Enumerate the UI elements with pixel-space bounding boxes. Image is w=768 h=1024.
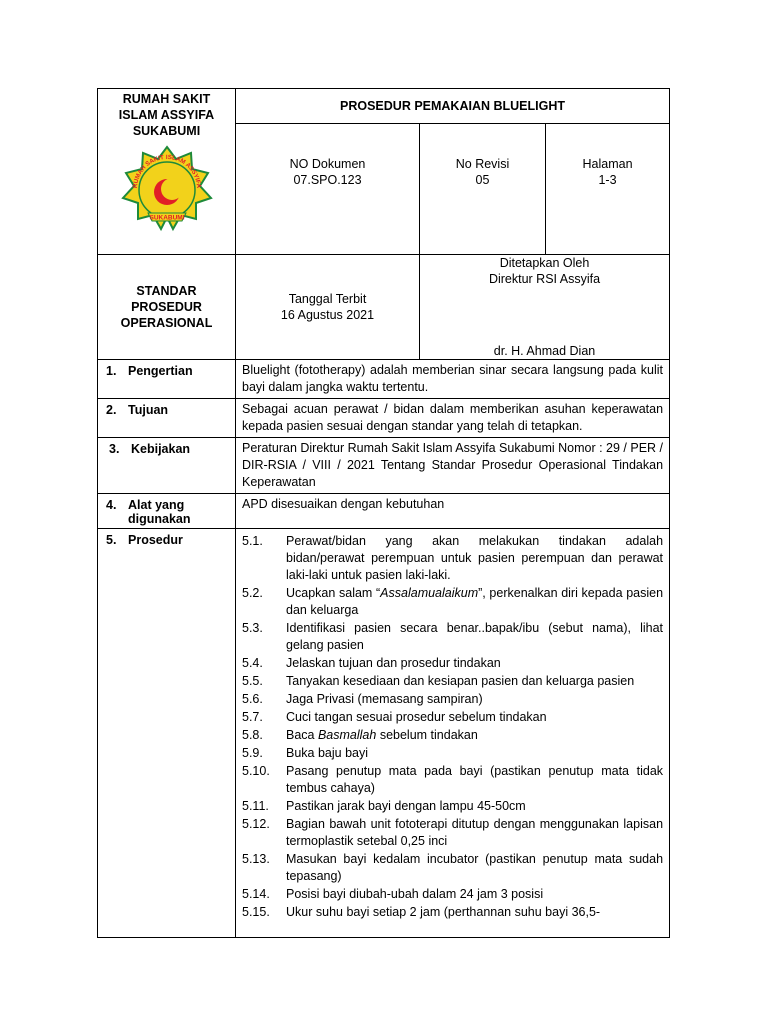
procedure-step <box>242 533 663 584</box>
step-number: 5.11. <box>242 799 269 813</box>
section-label-prosedur: 5. Prosedur <box>98 529 236 938</box>
tanggal-terbit-cell <box>236 255 420 360</box>
step-text: Jaga Privasi (memasang sampiran) <box>286 692 483 706</box>
spo-label-line: OPERASIONAL <box>120 316 213 330</box>
step-number: 5.6. <box>242 692 263 706</box>
halaman-label: Halaman <box>582 157 633 171</box>
no-revisi-cell <box>420 124 546 255</box>
section-label-kebijakan: 3. Kebijakan <box>98 438 236 494</box>
section-text-kebijakan: Peraturan Direktur Rumah Sakit Islam Assyifa Sukabumi Nomor : 29 / PER / DIR-RSIA / VIII / 2021 Tentang Standar Prosedur Operasional Tindakan Keperawatan <box>236 438 670 494</box>
hospital-name-line: RUMAH SAKIT <box>122 92 211 106</box>
ditetapkan-role: Direktur RSI Assyifa <box>488 272 601 286</box>
steps-list <box>242 533 663 921</box>
prosedur-steps <box>236 529 670 938</box>
procedure-step <box>242 816 663 850</box>
procedure-step <box>242 691 663 708</box>
step-text: Perawat/bidan yang akan melakukan tindakan adalah bidan/perawat perempuan untuk pasien perempuan dan perawat laki-laki untuk pasien laki-laki. <box>286 534 664 582</box>
step-text: Ukur suhu bayi setiap 2 jam (perthannan suhu bayi 36,5- <box>286 905 601 919</box>
section-text-tujuan: Sebagai acuan perawat / bidan dalam memberikan asuhan keperawatan kepada pasien sesuai dengan standar yang telah di tetapkan. <box>236 399 670 438</box>
section-text-alat: APD disesuaikan dengan kebutuhan <box>236 494 670 529</box>
procedure-step <box>242 620 663 654</box>
no-revisi-value: 05 <box>475 173 490 187</box>
sop-document <box>97 88 669 938</box>
procedure-step <box>242 585 663 619</box>
hospital-logo <box>120 145 214 235</box>
document-title: PROSEDUR PEMAKAIAN BLUELIGHT <box>236 89 670 124</box>
step-text: Cuci tangan sesuai prosedur sebelum tindakan <box>286 710 547 724</box>
step-number: 5.9. <box>242 746 263 760</box>
ditetapkan-cell <box>420 255 670 360</box>
spo-label-cell <box>98 255 236 360</box>
no-dokumen-cell <box>236 124 420 255</box>
step-text: Tanyakan kesediaan dan kesiapan pasien dan keluarga pasien <box>286 674 635 688</box>
step-number: 5.7. <box>242 710 263 724</box>
halaman-cell <box>546 124 670 255</box>
step-text: Ucapkan salam “Assalamualaikum”, perkenalkan diri kepada pasien dan keluarga <box>286 586 664 617</box>
step-text: Pastikan jarak bayi dengan lampu 45-50cm <box>286 799 526 813</box>
step-text: Posisi bayi diubah-ubah dalam 24 jam 3 posisi <box>286 887 544 901</box>
step-number: 5.10. <box>242 764 270 778</box>
procedure-step <box>242 655 663 672</box>
signatory-name: dr. H. Ahmad Dian <box>493 344 596 358</box>
procedure-step <box>242 763 663 797</box>
step-text: Baca Basmallah sebelum tindakan <box>286 728 478 742</box>
procedure-step <box>242 904 663 921</box>
step-number: 5.1. <box>242 534 263 548</box>
logo-arc-text: RUMAH SAKIT ISLAM ASSYIFA <box>131 153 202 189</box>
logo-banner-text: SUKABUMI <box>148 214 185 222</box>
tanggal-terbit-label: Tanggal Terbit <box>288 292 367 306</box>
ditetapkan-label: Ditetapkan Oleh <box>499 256 590 270</box>
spo-label-line: STANDAR <box>136 284 197 298</box>
no-dokumen-value: 07.SPO.123 <box>293 173 362 187</box>
spo-label-line: PROSEDUR <box>131 300 202 314</box>
section-label-tujuan: 2. Tujuan <box>98 399 236 438</box>
step-number: 5.3. <box>242 621 263 635</box>
step-text: Masukan bayi kedalam incubator (pastikan penutup mata sudah tepasang) <box>286 852 664 883</box>
step-number: 5.2. <box>242 586 263 600</box>
hospital-name-line: SUKABUMI <box>132 124 201 138</box>
tanggal-terbit-value: 16 Agustus 2021 <box>280 308 375 322</box>
hospital-cell <box>98 89 236 255</box>
step-number: 5.13. <box>242 852 270 866</box>
no-dokumen-label: NO Dokumen <box>289 157 366 171</box>
step-number: 5.8. <box>242 728 263 742</box>
procedure-step <box>242 709 663 726</box>
step-text: Jelaskan tujuan dan prosedur tindakan <box>286 656 501 670</box>
procedure-step <box>242 673 663 690</box>
step-emphasis: Assalamualaikum <box>380 586 479 600</box>
step-emphasis: Basmallah <box>317 728 377 742</box>
step-number: 5.12. <box>242 817 270 831</box>
procedure-step <box>242 798 663 815</box>
procedure-step <box>242 851 663 885</box>
step-number: 5.4. <box>242 656 263 670</box>
halaman-value: 1-3 <box>598 173 617 187</box>
sop-table <box>97 88 670 938</box>
section-label-pengertian: 1. Pengertian <box>98 360 236 399</box>
procedure-step <box>242 886 663 903</box>
step-number: 5.15. <box>242 905 270 919</box>
step-text: Pasang penutup mata pada bayi (pastikan penutup mata tidak tembus cahaya) <box>286 764 664 795</box>
step-text: Identifikasi pasien secara benar..bapak/ibu (sebut nama), lihat gelang pasien <box>286 621 664 652</box>
section-text-pengertian: Bluelight (fototherapy) adalah memberian sinar secara langsung pada kulit bayi dalam jangka waktu tertentu. <box>236 360 670 399</box>
step-number: 5.5. <box>242 674 263 688</box>
hospital-name-line: ISLAM ASSYIFA <box>118 108 215 122</box>
procedure-step <box>242 745 663 762</box>
step-number: 5.14. <box>242 887 270 901</box>
section-label-alat: 4. Alat yang digunakan <box>98 494 236 529</box>
no-revisi-label: No Revisi <box>455 157 510 171</box>
step-text: Bagian bawah unit fototerapi ditutup dengan menggunakan lapisan termoplastik setebal 0,25 inci <box>286 817 664 848</box>
procedure-step <box>242 727 663 744</box>
step-text: Buka baju bayi <box>286 746 369 760</box>
